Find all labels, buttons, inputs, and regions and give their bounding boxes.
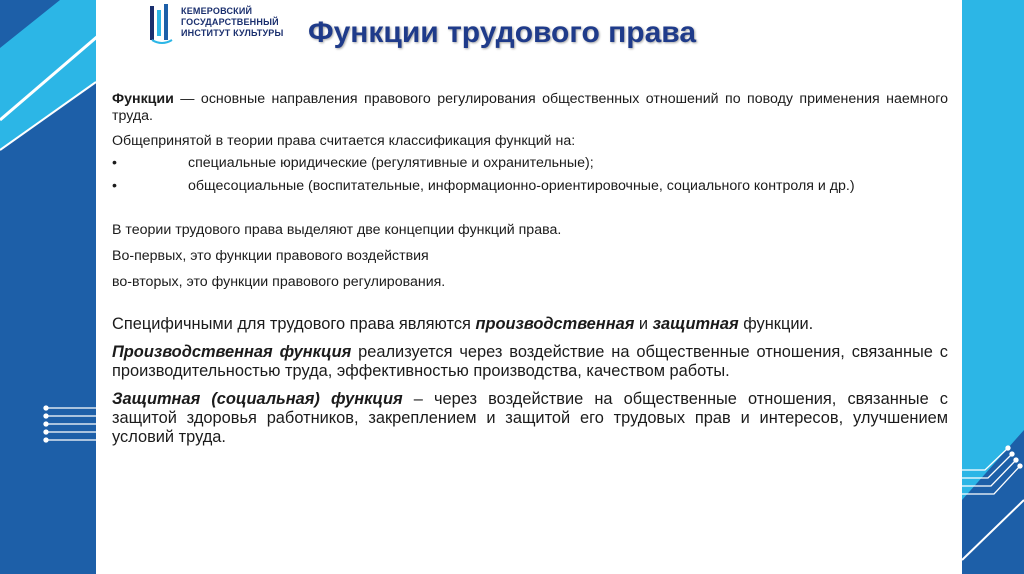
- specific-text-mid: и: [634, 315, 653, 333]
- bullet-text-2: общесоциальные (воспитательные, информационно-ориентировочные, социального контроля и др.): [188, 178, 855, 194]
- production-function-paragraph: [112, 343, 948, 381]
- protective-function-text: – через воздействие на общественные отношения, связанные с защитой здоровья работников, закреплением и защитой его трудовых прав и интересов, улучшением условий труда.: [112, 390, 948, 446]
- slide-content: [112, 91, 948, 447]
- concepts-intro: В теории трудового права выделяют две концепции функций права.: [112, 222, 562, 238]
- bullet-item: [112, 155, 948, 172]
- definition-paragraph: [112, 91, 948, 125]
- institute-logo-mark: [150, 4, 172, 43]
- specific-text-pre: Специфичными для трудового права являются: [112, 315, 476, 333]
- specific-functions: [112, 315, 948, 334]
- production-function-text: реализуется через воздействие на общественные отношения, связанные с производительностью труда, эффективностью производства, качеством работы.: [112, 343, 948, 380]
- specific-text-post: функции.: [738, 315, 814, 333]
- bullet-dot: •: [112, 155, 117, 171]
- bullet-dot: •: [112, 178, 117, 194]
- institute-name-line-2: ГОСУДАРСТВЕННЫЙ: [181, 17, 279, 27]
- institute-name-line-1: КЕМЕРОВСКИЙ: [181, 6, 253, 16]
- bullet-item: [112, 178, 948, 195]
- specific-protective: защитная: [652, 315, 739, 333]
- left-dark-band: [0, 82, 96, 574]
- definition-term: Функции: [112, 91, 174, 107]
- protective-function-term: Защитная (социальная) функция: [112, 390, 403, 408]
- production-function-term: Производственная функция: [112, 343, 352, 361]
- protective-function-paragraph: [112, 390, 948, 447]
- page-title: Функции трудового права: [308, 16, 697, 49]
- bullet-text-1: специальные юридические (регулятивные и охранительные);: [188, 155, 594, 171]
- second-concept: во-вторых, это функции правового регулирования.: [112, 274, 446, 290]
- definition-text: — основные направления правового регулирования общественных отношений по поводу применения наемного труда.: [112, 91, 948, 124]
- institute-name: [181, 6, 283, 39]
- institute-name-line-3: ИНСТИТУТ КУЛЬТУРЫ: [181, 28, 284, 38]
- first-concept: Во-первых, это функции правового воздействия: [112, 248, 429, 264]
- specific-production: производственная: [475, 315, 635, 333]
- classification-intro: Общепринятой в теории права считается классификация функций на:: [112, 133, 576, 149]
